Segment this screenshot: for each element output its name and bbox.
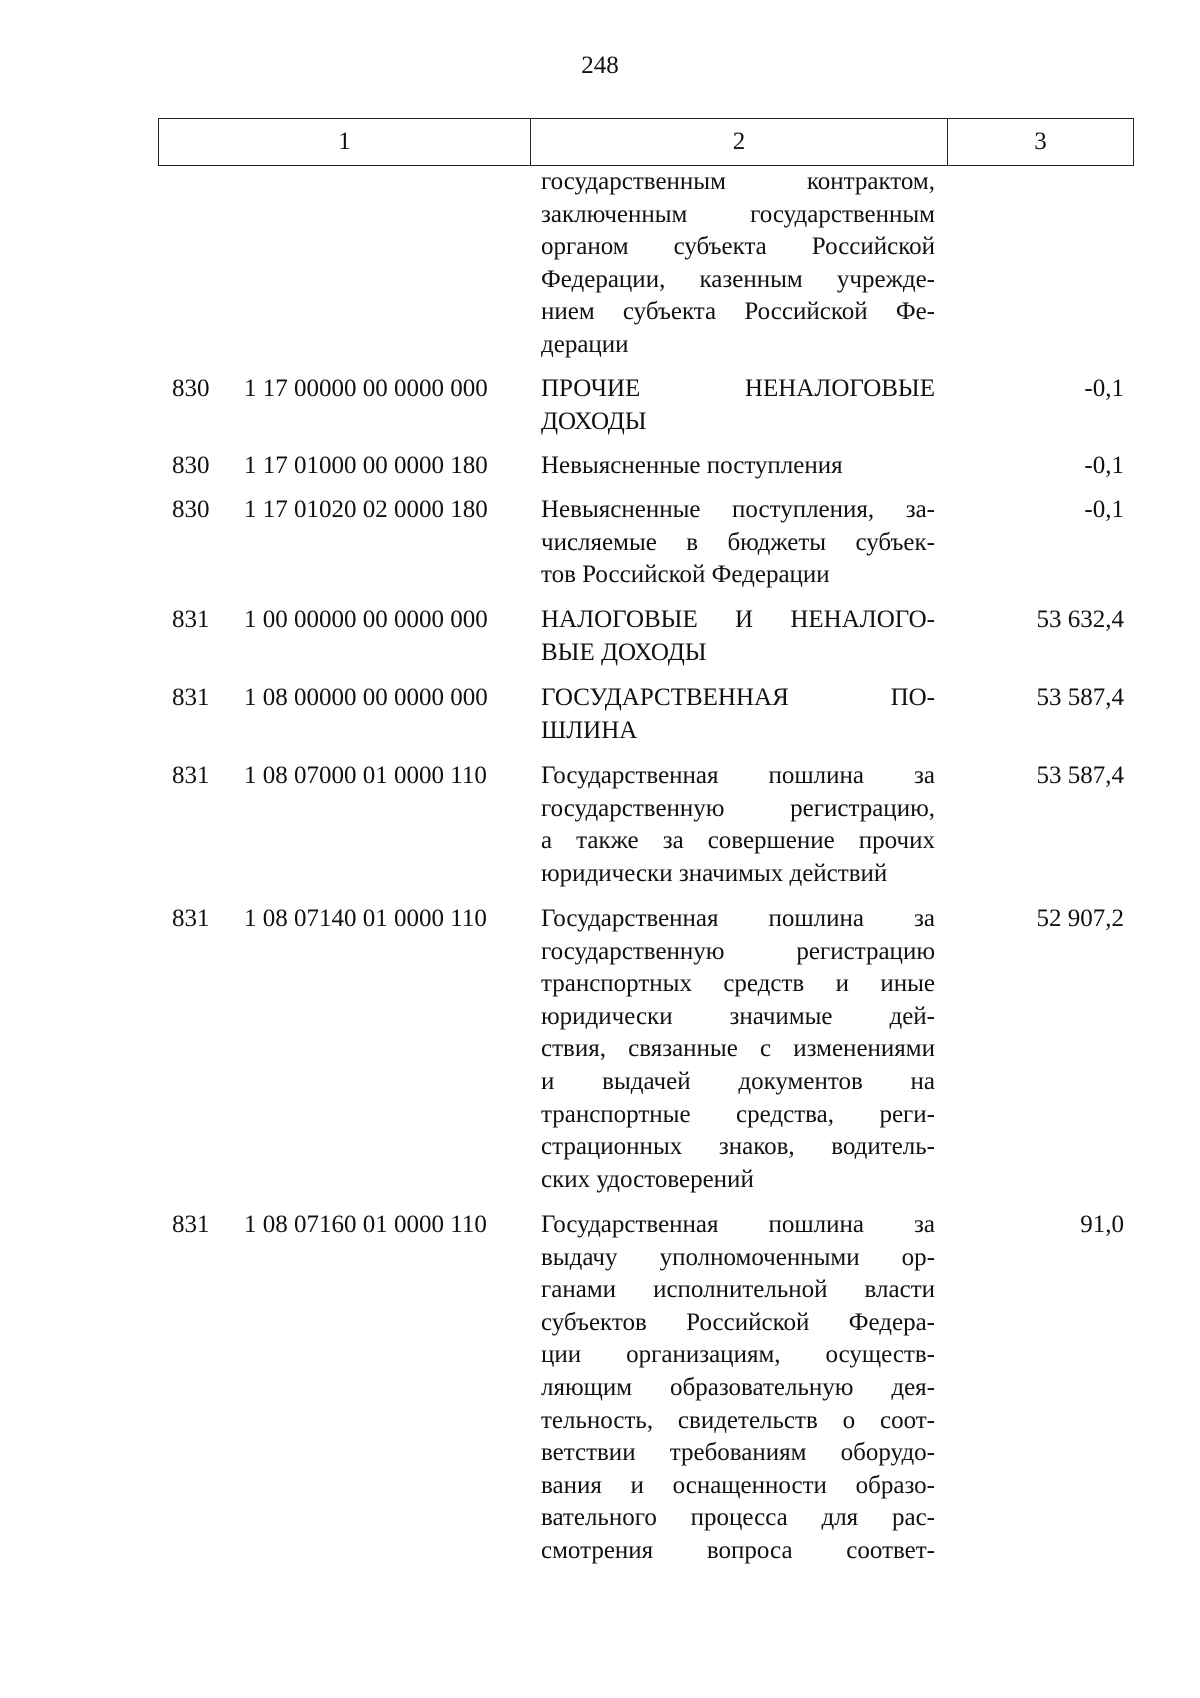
description-line: ветствии требованиям оборудо- (541, 1439, 935, 1467)
description-line: выдачу уполномоченными ор- (541, 1243, 935, 1271)
row-admin-code: 830 (172, 452, 210, 479)
row-description (541, 1209, 935, 1568)
row-amount: 53 587,4 (1036, 762, 1124, 789)
description-line: ПРОЧИЕ НЕНАЛОГОВЫЕ (541, 375, 935, 402)
description-line: ции организациям, осуществ- (541, 1341, 935, 1369)
description-line: транспортные средства, реги- (541, 1100, 935, 1128)
description-line: вательного процесса для рас- (541, 1504, 935, 1532)
description-line: Государственная пошлина за (541, 1211, 935, 1238)
row-amount: 52 907,2 (1036, 905, 1124, 932)
description-line: органом субъекта Российской (541, 233, 935, 261)
row-budget-code: 1 17 01000 00 0000 180 (244, 452, 488, 479)
header-col-1: 1 (338, 128, 351, 155)
description-line: дерации (541, 330, 629, 358)
row-admin-code: 831 (172, 606, 210, 633)
description-line: государственную регистрацию (541, 937, 935, 965)
row-admin-code: 831 (172, 684, 210, 711)
description-line: числяемые в бюджеты субъек- (541, 528, 935, 556)
table-header (158, 118, 1134, 166)
row-budget-code: 1 00 00000 00 0000 000 (244, 606, 488, 633)
description-line: ганами исполнительной власти (541, 1276, 935, 1304)
description-line: вания и оснащенности образо- (541, 1471, 935, 1499)
description-line: нием субъекта Российской Фе- (541, 298, 935, 326)
row-budget-code: 1 08 00000 00 0000 000 (244, 684, 488, 711)
description-line: ШЛИНА (541, 716, 638, 744)
description-line: ДОХОДЫ (541, 407, 647, 435)
description-line: юридически значимых действий (541, 859, 888, 887)
row-description (541, 903, 935, 1196)
description-line: Невыясненные поступления (541, 452, 843, 479)
row-budget-code: 1 17 00000 00 0000 000 (244, 375, 488, 402)
description-line: Государственная пошлина за (541, 905, 935, 932)
row-amount: -0,1 (1084, 375, 1124, 402)
description-line: смотрения вопроса соответ- (541, 1536, 935, 1564)
row-budget-code: 1 17 01020 02 0000 180 (244, 496, 488, 523)
description-line: страционных знаков, водитель- (541, 1133, 935, 1161)
description-line: Государственная пошлина за (541, 762, 935, 789)
description-line: заключенным государственным (541, 200, 935, 228)
row-amount: 53 632,4 (1036, 606, 1124, 633)
row-description (541, 450, 935, 483)
description-line: ВЫЕ ДОХОДЫ (541, 638, 707, 666)
row-amount: -0,1 (1084, 452, 1124, 479)
row-amount: 91,0 (1080, 1211, 1124, 1238)
description-line: государственным контрактом, (541, 168, 935, 195)
description-line: транспортных средств и иные (541, 970, 935, 998)
row-admin-code: 831 (172, 762, 210, 789)
row-admin-code: 830 (172, 496, 210, 523)
row-description (541, 373, 935, 438)
description-line: Невыясненные поступления, за- (541, 496, 935, 523)
row-budget-code: 1 08 07000 01 0000 110 (244, 762, 487, 789)
description-line: субъектов Российской Федера- (541, 1308, 935, 1336)
description-line: НАЛОГОВЫЕ И НЕНАЛОГО- (541, 606, 935, 633)
row-description (541, 760, 935, 890)
row-admin-code: 831 (172, 1211, 210, 1238)
header-col-3: 3 (947, 119, 1133, 165)
description-line: государственную регистрацию, (541, 794, 935, 822)
row-admin-code: 830 (172, 375, 210, 402)
row-amount: 53 587,4 (1036, 684, 1124, 711)
description-line: а также за совершение прочих (541, 827, 935, 855)
row-description (541, 604, 935, 669)
row-budget-code: 1 08 07140 01 0000 110 (244, 905, 487, 932)
row-admin-code: 831 (172, 905, 210, 932)
header-col-2: 2 (530, 119, 947, 165)
row-amount: -0,1 (1084, 496, 1124, 523)
description-line: тельность, свидетельств о соот- (541, 1406, 935, 1434)
page-number: 248 (581, 52, 619, 79)
row-description (541, 166, 935, 362)
description-line: ских удостоверений (541, 1165, 754, 1193)
description-line: Федерации, казенным учрежде- (541, 265, 935, 293)
description-line: и выдачей документов на (541, 1067, 935, 1095)
description-line: тов Российской Федерации (541, 561, 830, 589)
description-line: ствия, связанные с изменениями (541, 1035, 935, 1063)
row-description (541, 494, 935, 592)
description-line: юридически значимые дей- (541, 1002, 935, 1030)
description-line: ГОСУДАРСТВЕННАЯ ПО- (541, 684, 935, 711)
description-line: ляющим образовательную дея- (541, 1373, 935, 1401)
row-description (541, 682, 935, 747)
row-budget-code: 1 08 07160 01 0000 110 (244, 1211, 487, 1238)
